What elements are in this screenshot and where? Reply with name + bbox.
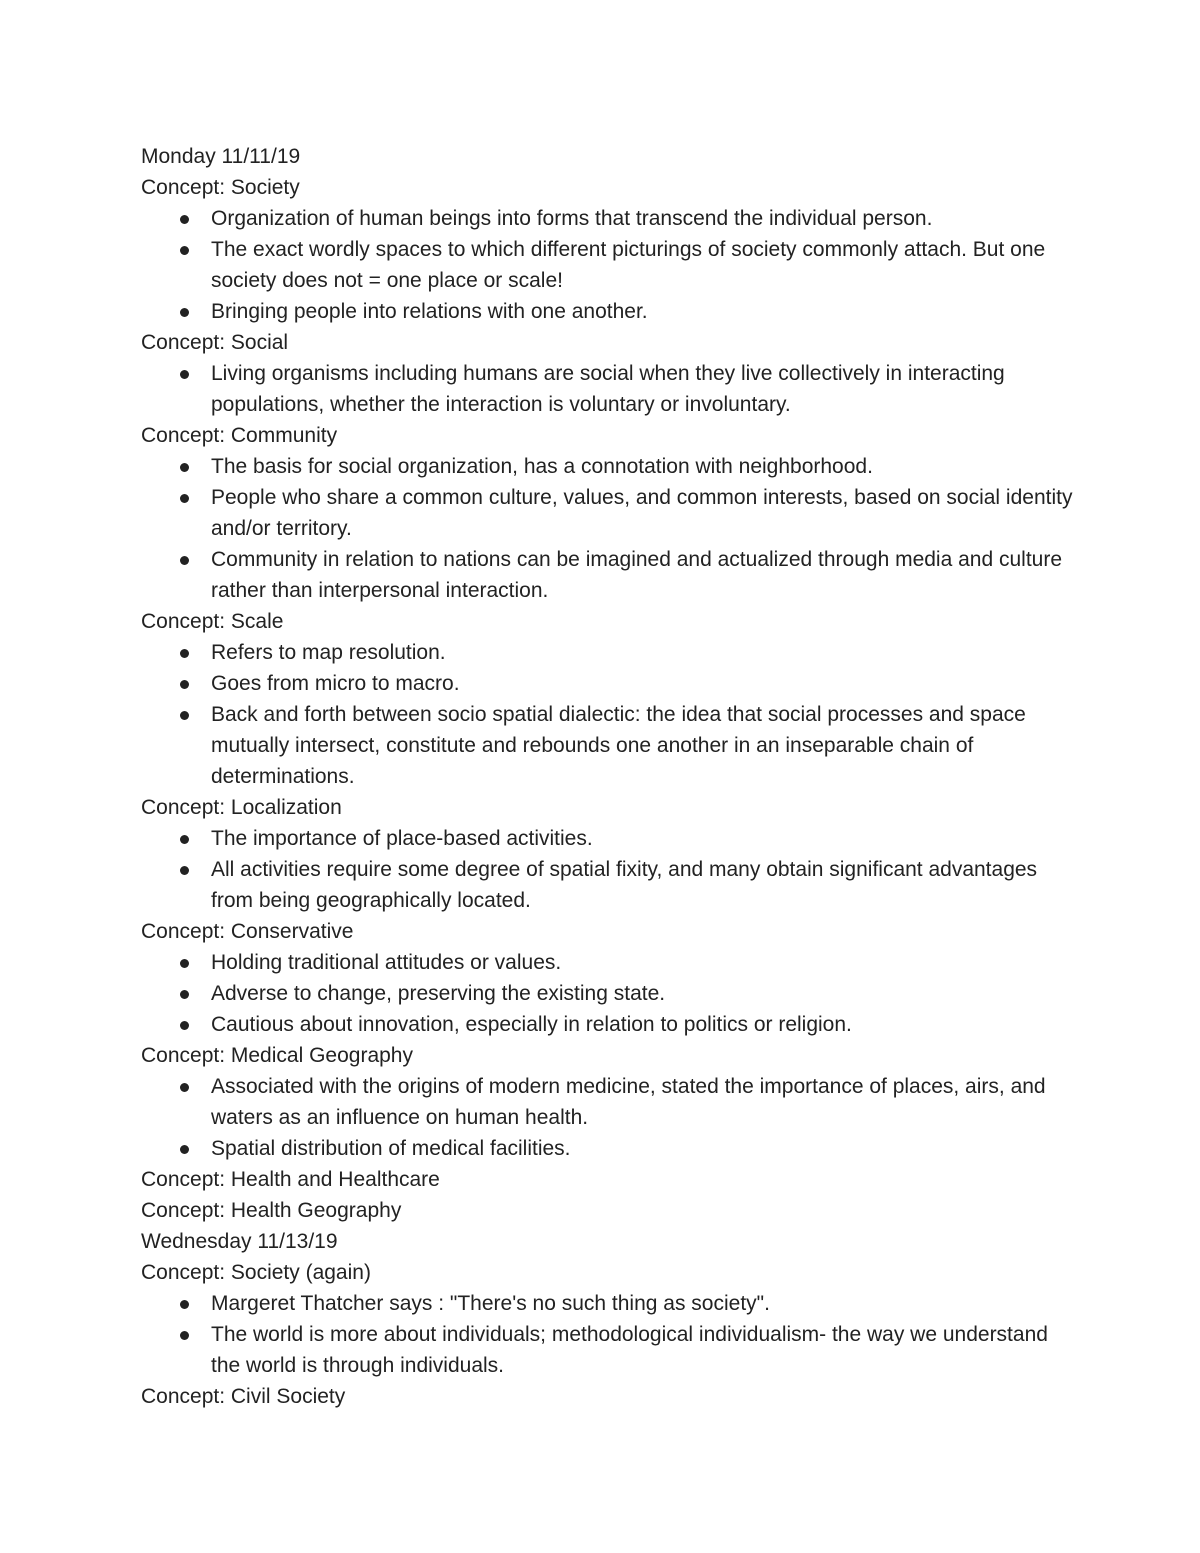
bullet-icon xyxy=(180,959,189,968)
bullet-list xyxy=(141,203,1081,327)
list-item-text: The importance of place-based activities. xyxy=(211,827,593,850)
bullet-list xyxy=(141,823,1081,916)
bullet-icon xyxy=(180,649,189,658)
bullet-list xyxy=(141,947,1081,1040)
concept-heading: Concept: Community xyxy=(141,424,338,447)
concept-heading: Concept: Civil Society xyxy=(141,1385,346,1408)
concept-heading: Concept: Society xyxy=(141,176,300,199)
bullet-icon xyxy=(180,1300,189,1309)
list-item xyxy=(211,1009,1081,1040)
bullet-list xyxy=(141,1071,1081,1164)
list-item xyxy=(211,234,1081,296)
date-heading: Wednesday 11/13/19 xyxy=(141,1230,338,1253)
bullet-icon xyxy=(180,308,189,317)
bullet-icon xyxy=(180,835,189,844)
concept-heading: Concept: Scale xyxy=(141,610,284,633)
bullet-list xyxy=(141,451,1081,606)
list-item xyxy=(211,668,1081,699)
bullet-icon xyxy=(180,494,189,503)
list-item-text: Back and forth between socio spatial dialectic: the idea that social processes and space mutually intersect, constitute and rebounds one another in an inseparable chain of determinations. xyxy=(211,703,1026,788)
list-item-text: Cautious about innovation, especially in relation to politics or religion. xyxy=(211,1013,852,1036)
list-item xyxy=(211,1288,1081,1319)
list-item xyxy=(211,823,1081,854)
list-item xyxy=(211,482,1081,544)
bullet-icon xyxy=(180,463,189,472)
list-item xyxy=(211,1071,1081,1133)
concept-heading: Concept: Social xyxy=(141,331,289,354)
list-item-text: People who share a common culture, values, and common interests, based on social identity and/or territory. xyxy=(211,486,1073,540)
bullet-icon xyxy=(180,1331,189,1340)
list-item-text: Organization of human beings into forms that transcend the individual person. xyxy=(211,207,933,230)
list-item xyxy=(211,699,1081,792)
list-item xyxy=(211,637,1081,668)
list-item xyxy=(211,1319,1081,1381)
concept-heading: Concept: Health and Healthcare xyxy=(141,1168,440,1191)
list-item-text: Adverse to change, preserving the existing state. xyxy=(211,982,666,1005)
list-item-text: Living organisms including humans are social when they live collectively in interacting populations, whether the interaction is voluntary or involuntary. xyxy=(211,362,1005,416)
bullet-list xyxy=(141,358,1081,420)
bullet-icon xyxy=(180,866,189,875)
list-item-text: Bringing people into relations with one another. xyxy=(211,300,648,323)
concept-heading: Concept: Society (again) xyxy=(141,1261,371,1284)
bullet-list xyxy=(141,1288,1081,1381)
list-item-text: Goes from micro to macro. xyxy=(211,672,460,695)
list-item-text: Associated with the origins of modern medicine, stated the importance of places, airs, and waters as an influence on human health. xyxy=(211,1075,1046,1129)
list-item-text: The exact wordly spaces to which different picturings of society commonly attach. But one society does not = one place or scale! xyxy=(211,238,1046,292)
list-item-text: Holding traditional attitudes or values. xyxy=(211,951,562,974)
list-item-text: The basis for social organization, has a connotation with neighborhood. xyxy=(211,455,873,478)
bullet-icon xyxy=(180,215,189,224)
list-item xyxy=(211,358,1081,420)
list-item-text: All activities require some degree of spatial fixity, and many obtain significant advantages from being geographically located. xyxy=(211,858,1038,912)
bullet-icon xyxy=(180,680,189,689)
bullet-icon xyxy=(180,711,189,720)
list-item xyxy=(211,854,1081,916)
bullet-icon xyxy=(180,1083,189,1092)
bullet-icon xyxy=(180,246,189,255)
list-item xyxy=(211,947,1081,978)
bullet-list xyxy=(141,637,1081,792)
bullet-icon xyxy=(180,990,189,999)
list-item xyxy=(211,544,1081,606)
list-item xyxy=(211,1133,1081,1164)
list-item-text: Margeret Thatcher says : "There's no such thing as society". xyxy=(211,1292,770,1315)
list-item-text: The world is more about individuals; methodological individualism- the way we understand the world is through individuals. xyxy=(211,1323,1048,1377)
bullet-icon xyxy=(180,370,189,379)
bullet-icon xyxy=(180,556,189,565)
concept-heading: Concept: Medical Geography xyxy=(141,1044,413,1067)
concept-heading: Concept: Health Geography xyxy=(141,1199,402,1222)
list-item-text: Spatial distribution of medical facilities. xyxy=(211,1137,571,1160)
list-item xyxy=(211,296,1081,327)
concept-heading: Concept: Localization xyxy=(141,796,342,819)
list-item-text: Community in relation to nations can be imagined and actualized through media and culture rather than interpersonal interaction. xyxy=(211,548,1063,602)
bullet-icon xyxy=(180,1145,189,1154)
concept-heading: Concept: Conservative xyxy=(141,920,354,943)
list-item xyxy=(211,978,1081,1009)
list-item-text: Refers to map resolution. xyxy=(211,641,446,664)
bullet-icon xyxy=(180,1021,189,1030)
list-item xyxy=(211,451,1081,482)
date-heading: Monday 11/11/19 xyxy=(141,145,301,168)
list-item xyxy=(211,203,1081,234)
document-page xyxy=(141,141,1081,1412)
